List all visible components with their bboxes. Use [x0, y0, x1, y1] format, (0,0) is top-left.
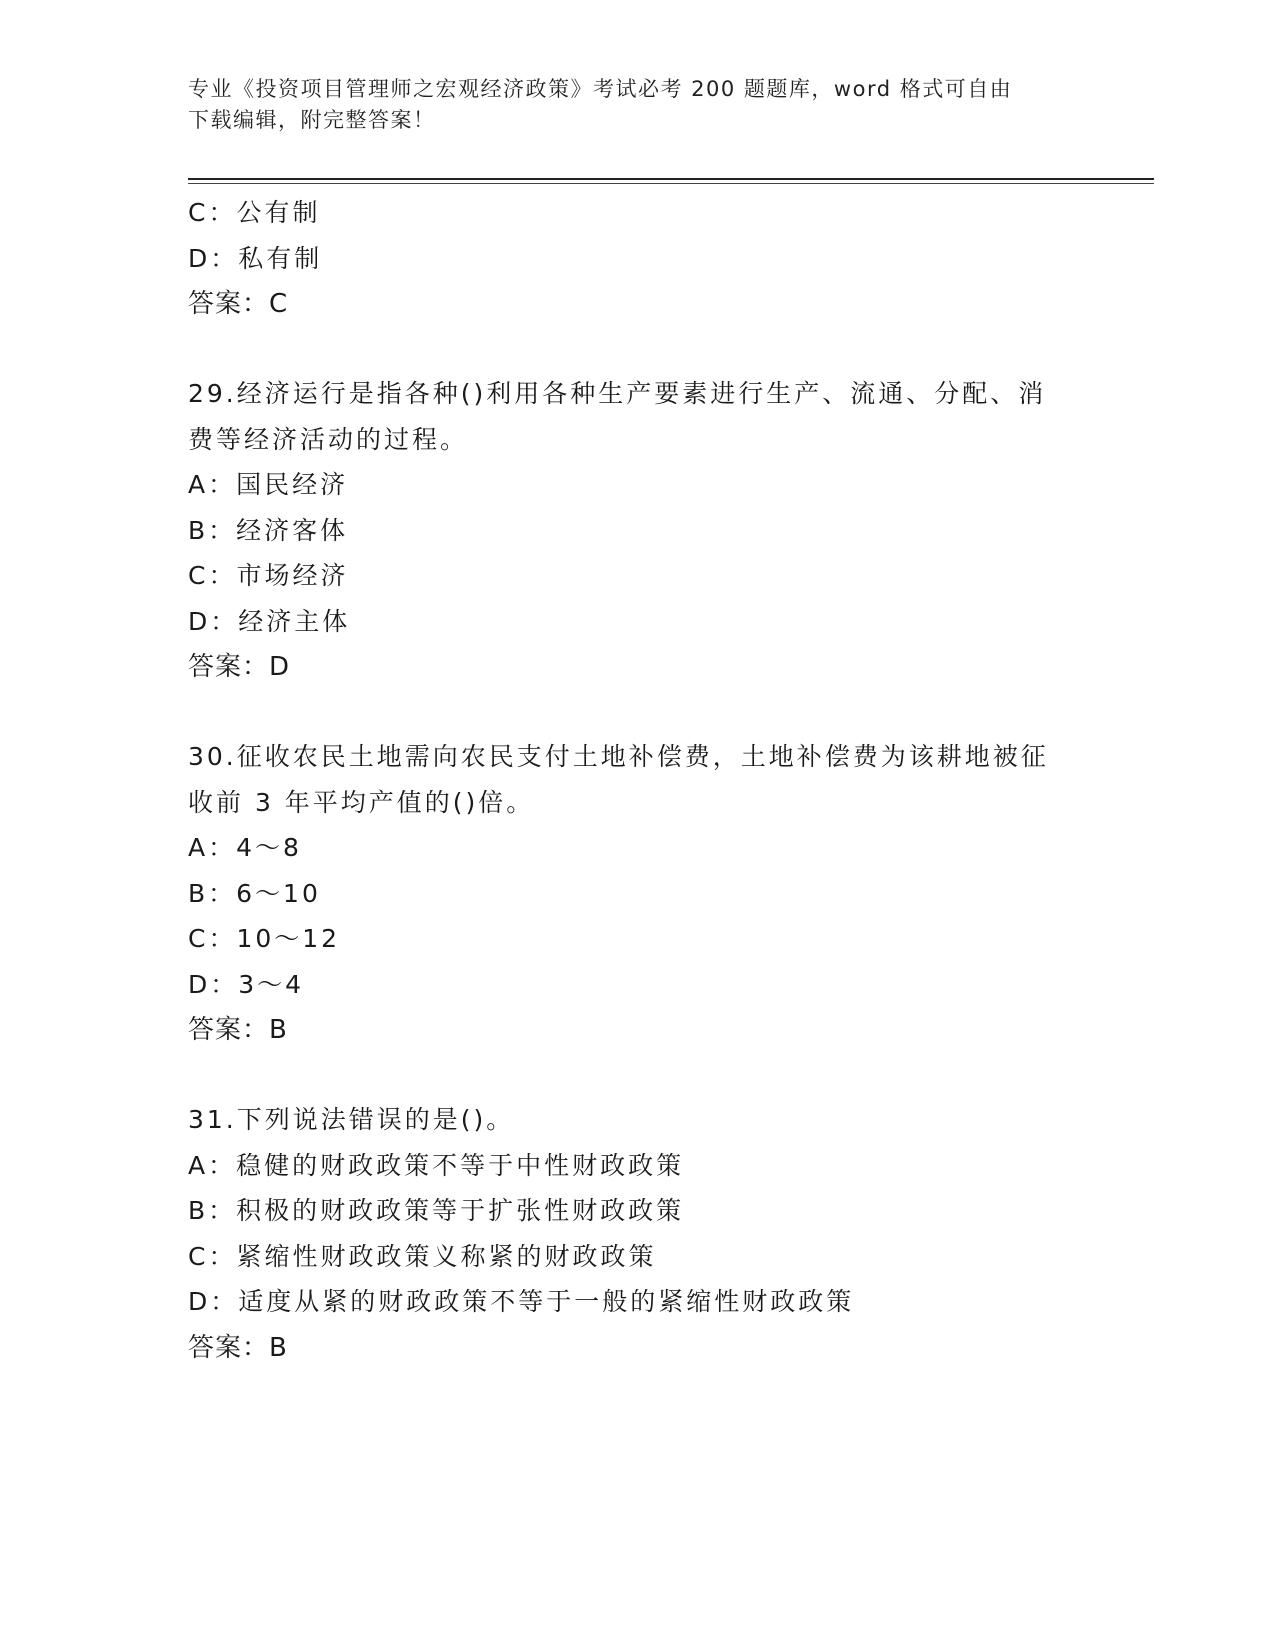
- option-b: B：6～10: [188, 878, 321, 908]
- option-a: A：稳健的财政政策不等于中性财政政策: [188, 1150, 685, 1180]
- header-line-2: 下载编辑，附完整答案！: [188, 108, 436, 132]
- page-header: [188, 74, 1088, 136]
- option-a: A：4～8: [188, 833, 302, 862]
- question-text-line: 31.下列说法错误的是()。: [188, 1105, 515, 1134]
- answer-line: 答案：C: [188, 289, 289, 319]
- option-c: C：10～12: [188, 924, 341, 953]
- answer-line: 答案：B: [188, 1332, 288, 1363]
- question-31: [188, 1097, 1088, 1371]
- header-rule-thin: [188, 183, 1154, 184]
- previous-question-tail: [188, 190, 1088, 327]
- option-a: A：国民经济: [188, 470, 349, 499]
- option-d: D：私有制: [188, 243, 323, 273]
- option-c: C：紧缩性财政政策义称紧的财政政策: [188, 1241, 657, 1271]
- question-text-line: 收前 3 年平均产值的()倍。: [188, 787, 535, 817]
- answer-line: 答案：D: [188, 652, 291, 682]
- question-30: [188, 734, 1088, 1053]
- header-rule-thick: [188, 178, 1154, 180]
- option-b: B：经济客体: [188, 515, 349, 545]
- question-list: [188, 190, 1088, 1371]
- option-d: D：适度从紧的财政政策不等于一般的紧缩性财政政策: [188, 1287, 855, 1316]
- option-b: B：积极的财政政策等于扩张性财政政策: [188, 1196, 685, 1225]
- header-line-1: 专业《投资项目管理师之宏观经济政策》考试必考 200 题题库，word 格式可自由: [188, 77, 1013, 101]
- question-text-line: 费等经济活动的过程。: [188, 424, 469, 454]
- option-c: C：市场经济: [188, 561, 349, 590]
- option-c: C：公有制: [188, 198, 321, 227]
- question-text-line: 29.经济运行是指各种()利用各种生产要素进行生产、流通、分配、消: [188, 379, 1047, 408]
- question-29: [188, 371, 1088, 690]
- answer-line: 答案：B: [188, 1015, 288, 1045]
- question-text-line: 30.征收农民土地需向农民支付土地补偿费，土地补偿费为该耕地被征: [188, 742, 1049, 771]
- option-d: D：经济主体: [188, 606, 351, 636]
- option-d: D：3～4: [188, 969, 305, 999]
